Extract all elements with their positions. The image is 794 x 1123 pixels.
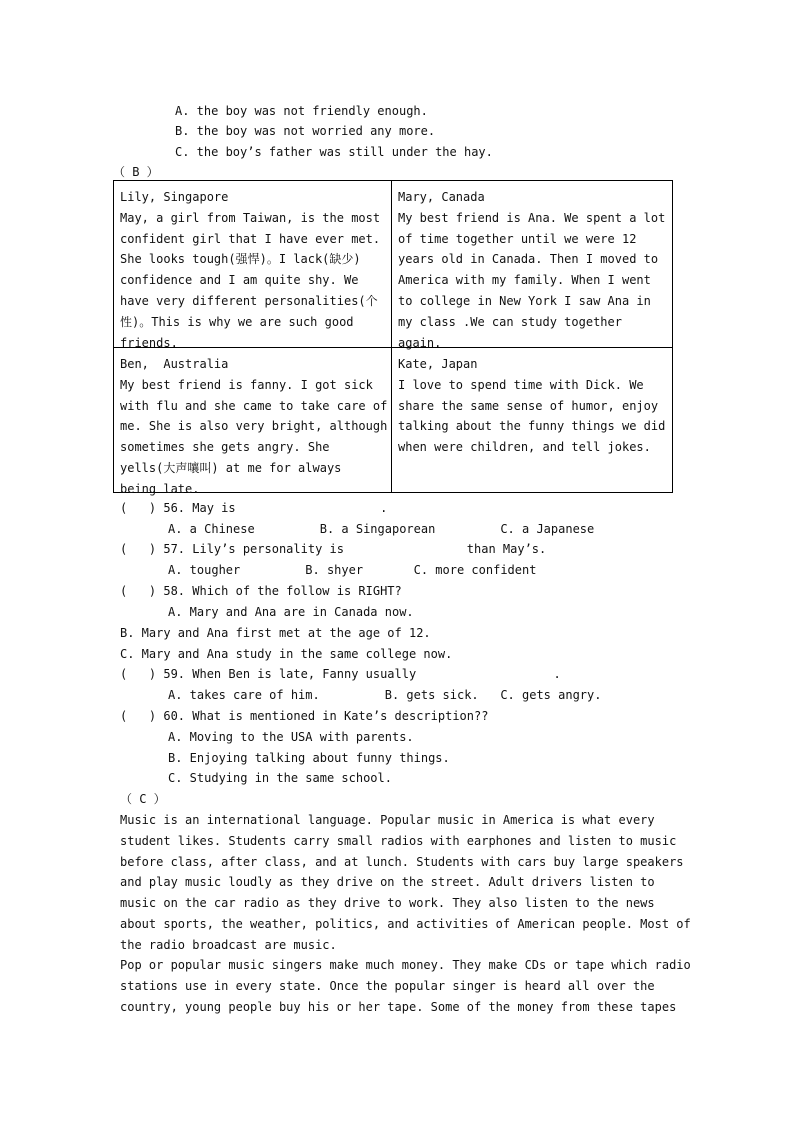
cell-line: sometimes she gets angry. She: [120, 440, 330, 455]
question-59-stem: ( ) 59. When Ben is late, Fanny usually .: [120, 667, 561, 681]
cell-heading: Ben, Australia: [120, 357, 229, 371]
table-cell-lily: [114, 181, 392, 348]
cell-line: talking about the funny things we did: [398, 419, 666, 434]
passage-c-paragraph-1: [120, 810, 691, 956]
prev-option-b: B. the boy was not worried any more.: [175, 124, 436, 138]
cell-line: friends.: [120, 335, 178, 350]
question-58-option-b: B. Mary and Ana first met at the age of 12.: [120, 626, 431, 640]
cell-line: America with my family. When I went: [398, 273, 651, 288]
cell-line: I love to spend time with Dick. We: [398, 377, 644, 392]
passage-line: stations use in every state. Once the popular singer is heard all over the: [120, 978, 655, 993]
cell-heading: Lily, Singapore: [120, 190, 229, 204]
question-60-option-c: C. Studying in the same school.: [168, 771, 392, 785]
passage-line: Music is an international language. Popular music in America is what every: [120, 813, 655, 827]
cell-line: when were children, and tell jokes.: [398, 440, 651, 455]
question-57-stem: ( ) 57. Lily’s personality is than May’s.: [120, 542, 547, 556]
cell-line: being late.: [120, 481, 200, 496]
question-57-options: A. tougher B. shyer C. more confident: [168, 563, 537, 577]
cell-line: again.: [398, 335, 442, 350]
question-60-option-b: B. Enjoying talking about funny things.: [168, 751, 450, 765]
question-60-stem: ( ) 60. What is mentioned in Kate’s description??: [120, 709, 489, 723]
section-c-label: （ C ）: [120, 792, 166, 806]
cell-line: with flu and she came to take care of: [120, 398, 388, 413]
cell-line: me. She is also very bright, although: [120, 419, 388, 434]
cell-heading: Mary, Canada: [398, 190, 485, 204]
passage-line: and play music loudly as they drive on the street. Adult drivers listen to: [120, 875, 655, 890]
passage-line: student likes. Students carry small radios with earphones and listen to music: [120, 833, 677, 848]
cell-line: My best friend is Ana. We spent a lot: [398, 210, 666, 225]
cell-line: of time together until we were 12: [398, 231, 637, 246]
prev-option-a: A. the boy was not friendly enough.: [175, 104, 428, 118]
passage-line: the radio broadcast are music.: [120, 937, 337, 952]
table-cell-kate: [392, 348, 672, 492]
cell-line: share the same sense of humor, enjoy: [398, 398, 659, 413]
cell-line: to college in New York I saw Ana in: [398, 293, 651, 308]
passage-line: Pop or popular music singers make much money. They make CDs or tape which radio: [120, 958, 691, 972]
cell-line: May, a girl from Taiwan, is the most: [120, 210, 381, 225]
question-59-options: A. takes care of him. B. gets sick. C. gets angry.: [168, 688, 602, 702]
cell-line: have very different personalities(个: [120, 293, 378, 308]
prev-option-c: C. the boy’s father was still under the hay.: [175, 145, 493, 159]
question-60-option-a: A. Moving to the USA with parents.: [168, 730, 414, 744]
question-56-stem: ( ) 56. May is .: [120, 501, 388, 515]
cell-line: My best friend is fanny. I got sick: [120, 377, 373, 392]
cell-line: yells(大声嚷叫) at me for always: [120, 460, 342, 475]
passage-line: music on the car radio as they drive to work. They also listen to the news: [120, 896, 655, 911]
table-cell-mary: [392, 181, 672, 348]
passage-line: about sports, the weather, politics, and activities of American people. Most of: [120, 916, 691, 931]
cell-heading: Kate, Japan: [398, 357, 478, 371]
passage-line: country, young people buy his or her tape. Some of the money from these tapes: [120, 999, 677, 1014]
question-56-options: A. a Chinese B. a Singaporean C. a Japanese: [168, 522, 595, 536]
cell-line: confident girl that I have ever met.: [120, 231, 381, 246]
question-58-stem: ( ) 58. Which of the follow is RIGHT?: [120, 584, 402, 598]
cell-line: years old in Canada. Then I moved to: [398, 252, 659, 267]
table-cell-ben: [114, 348, 392, 496]
cell-line: my class .We can study together: [398, 314, 622, 329]
question-58-option-a: A. Mary and Ana are in Canada now.: [168, 605, 414, 619]
cell-line: She looks tough(强悍)。I lack(缺少): [120, 252, 361, 267]
friends-table: [113, 180, 673, 496]
passage-c-paragraph-2: [120, 955, 691, 1017]
section-b-label: （ B ）: [113, 165, 159, 179]
cell-line: confidence and I am quite shy. We: [120, 273, 359, 288]
cell-line: 性)。This is why we are such good: [120, 314, 354, 329]
passage-line: before class, after class, and at lunch. Students with cars buy large speakers: [120, 854, 684, 869]
question-58-option-c: C. Mary and Ana study in the same college now.: [120, 647, 453, 661]
